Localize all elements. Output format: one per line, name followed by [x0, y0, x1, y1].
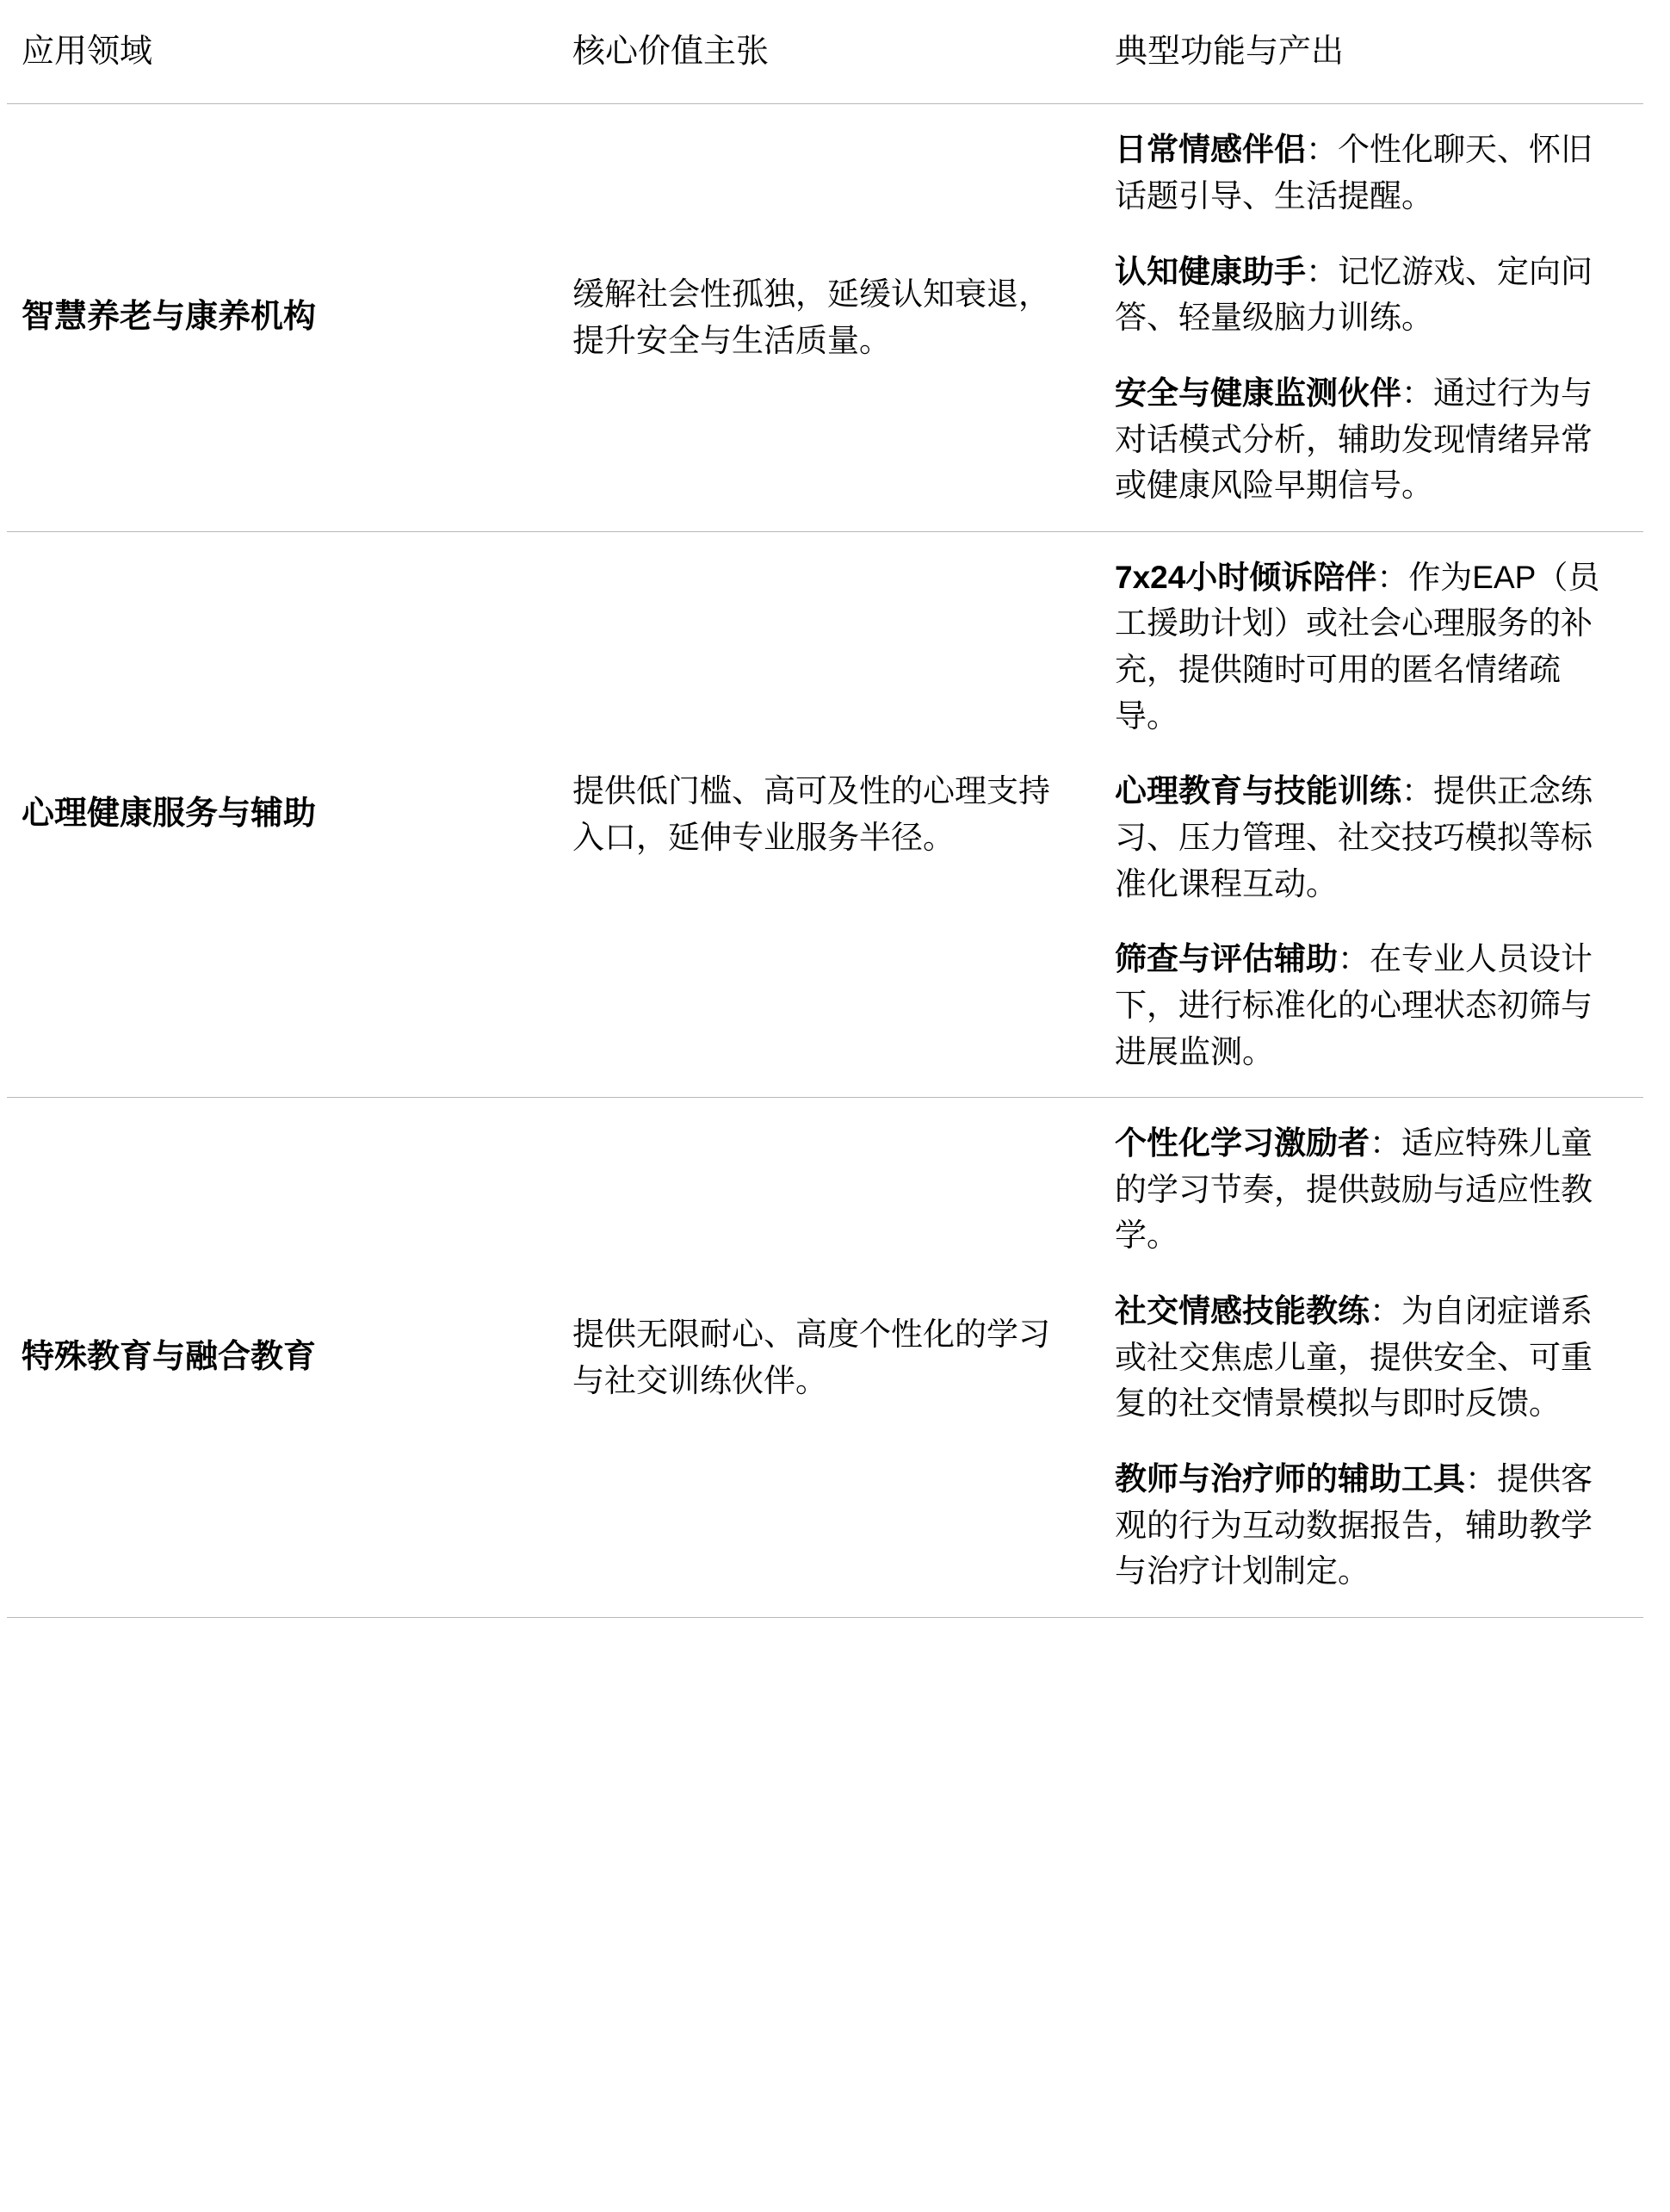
feature-desc: ：为自闭症谱系或社交焦虑儿童，提供安全、可重复的社交情景模拟与即时反馈。 [1115, 1293, 1593, 1422]
feature-desc: ：提供客观的行为互动数据报告，辅助教学与治疗计划制定。 [1115, 1461, 1593, 1589]
feature-item [1115, 936, 1624, 1075]
cell-features [1101, 531, 1643, 1097]
column-header-domain: 应用领域 [8, 1, 559, 104]
feature-item [1115, 1288, 1624, 1427]
cell-domain: 心理健康服务与辅助 [8, 531, 559, 1097]
feature-desc: ：提供正念练习、压力管理、社交技巧模拟等标准化课程互动。 [1115, 773, 1593, 902]
table-row [8, 531, 1643, 1097]
feature-name: 筛查与评估辅助 [1115, 941, 1338, 977]
cell-features [1101, 104, 1643, 531]
feature-name: 7x24小时倾诉陪伴 [1115, 559, 1377, 595]
feature-name: 认知健康助手 [1115, 253, 1306, 289]
cell-domain: 智慧养老与康养机构 [8, 104, 559, 531]
cell-value: 提供无限耐心、高度个性化的学习与社交训练伙伴。 [559, 1098, 1101, 1618]
feature-item [1115, 1120, 1624, 1259]
table-row [8, 104, 1643, 531]
column-header-value: 核心价值主张 [559, 1, 1101, 104]
feature-name: 日常情感伴侣 [1115, 132, 1306, 168]
feature-name: 心理教育与技能训练 [1115, 773, 1401, 809]
cell-domain: 特殊教育与融合教育 [8, 1098, 559, 1618]
feature-desc: ：通过行为与对话模式分析，辅助发现情绪异常或健康风险早期信号。 [1115, 375, 1593, 504]
table-body [8, 104, 1643, 1618]
feature-name: 社交情感技能教练 [1115, 1293, 1370, 1329]
feature-desc: ：在专业人员设计下，进行标准化的心理状态初筛与进展监测。 [1115, 941, 1593, 1069]
cell-features [1101, 1098, 1643, 1618]
application-domain-table [7, 0, 1643, 1618]
table-row [8, 1098, 1643, 1618]
feature-item [1115, 1456, 1624, 1595]
feature-desc: ：作为EAP（员工援助计划）或社会心理服务的补充，提供随时可用的匿名情绪疏导。 [1115, 559, 1600, 734]
feature-desc: ：记忆游戏、定向问答、轻量级脑力训练。 [1115, 253, 1593, 336]
feature-desc: ：个性化聊天、怀旧话题引导、生活提醒。 [1115, 132, 1593, 214]
feature-item [1115, 370, 1624, 509]
feature-item [1115, 127, 1624, 219]
feature-name: 个性化学习激励者 [1115, 1125, 1370, 1162]
cell-value: 提供低门槛、高可及性的心理支持入口，延伸专业服务半径。 [559, 531, 1101, 1097]
feature-name: 教师与治疗师的辅助工具 [1115, 1461, 1465, 1497]
feature-desc: ：适应特殊儿童的学习节奏，提供鼓励与适应性教学。 [1115, 1125, 1593, 1254]
feature-name: 安全与健康监测伙伴 [1115, 375, 1401, 411]
column-header-features: 典型功能与产出 [1101, 1, 1643, 104]
table-header-row [8, 1, 1643, 104]
cell-value: 缓解社会性孤独，延缓认知衰退，提升安全与生活质量。 [559, 104, 1101, 531]
feature-item [1115, 555, 1624, 740]
feature-item [1115, 768, 1624, 907]
table-header [8, 1, 1643, 104]
feature-item [1115, 249, 1624, 341]
